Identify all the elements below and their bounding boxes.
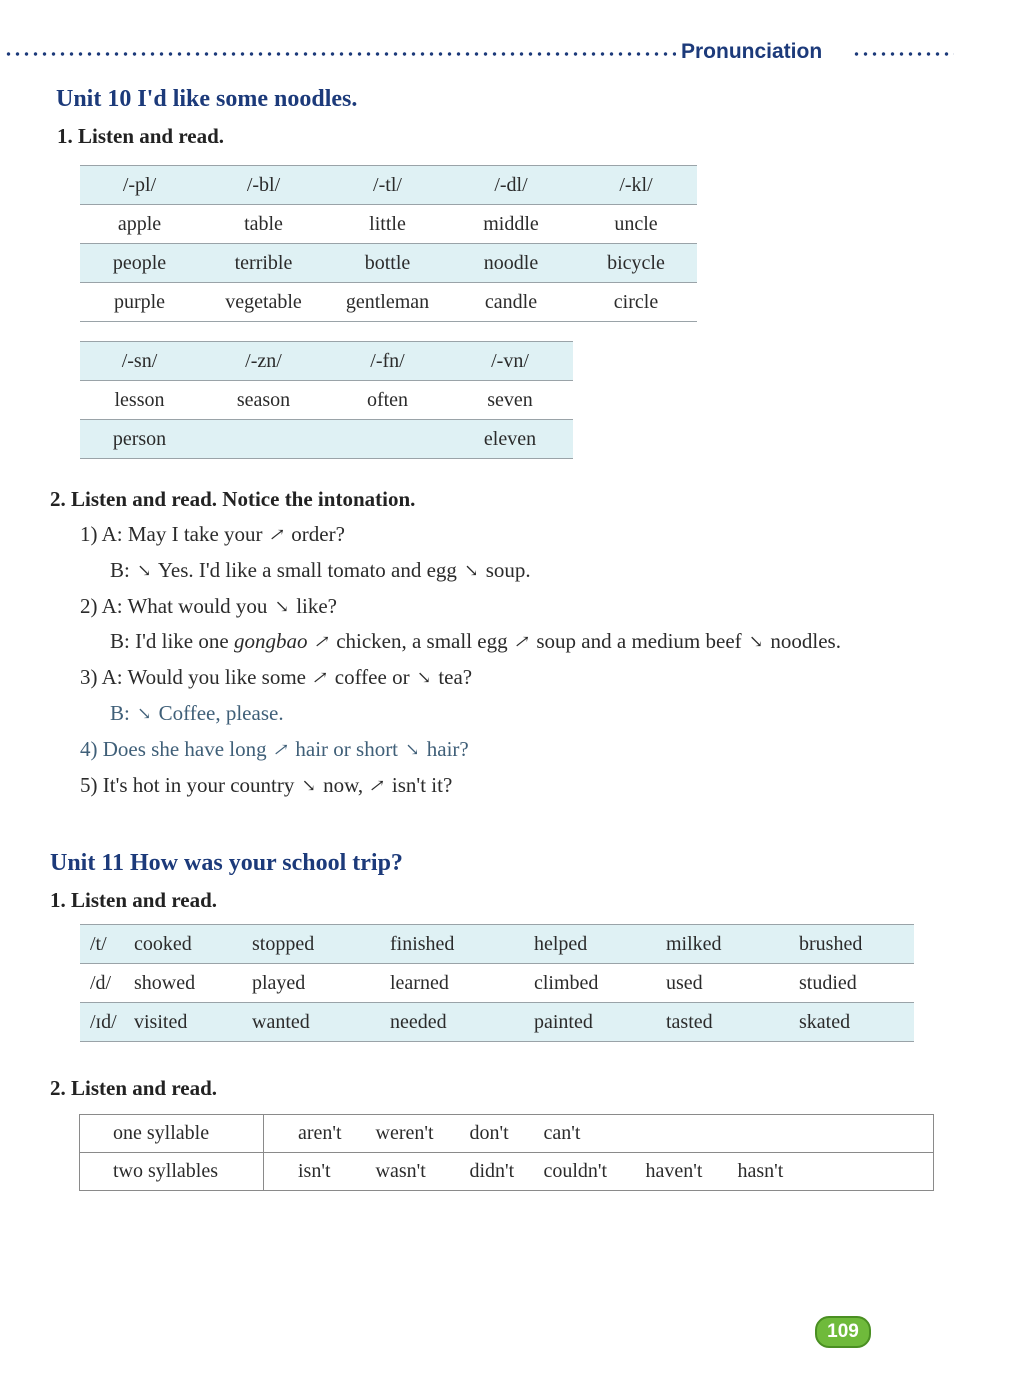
dialogue-text: 2) A: What would you: [80, 594, 268, 618]
table-cell: [738, 1115, 934, 1153]
table-header-cell: /-bl/: [199, 166, 328, 205]
table-header-cell: /-pl/: [80, 166, 199, 205]
table-row: [80, 244, 697, 283]
dialogue-text: coffee or: [334, 665, 410, 689]
table-cell: purple: [113, 290, 166, 313]
dialogue-line-8: [80, 773, 452, 798]
falling-intonation-icon: ↘: [274, 597, 289, 616]
table-cell: little: [369, 212, 406, 235]
table-header-cell: /-tl/: [328, 166, 447, 205]
unit11-title: Unit 11 How was your school trip?: [50, 850, 403, 876]
dialogue-italic-text: gongbao: [233, 629, 308, 653]
rising-intonation-icon: ↗: [312, 632, 332, 651]
falling-intonation-icon: ↘: [137, 561, 152, 580]
table-row: [80, 205, 697, 244]
table-cell: stopped: [252, 925, 390, 964]
dialogue-text: isn't it?: [391, 773, 453, 797]
unit10-table1: [80, 165, 697, 322]
table-cell: milked: [666, 925, 799, 964]
page-number-badge: 109: [815, 1316, 871, 1348]
table-cell: noodle: [447, 244, 575, 283]
table-cell: can't: [543, 1122, 581, 1144]
rising-intonation-icon: ↗: [267, 525, 287, 544]
table-header-cell: /-sn/: [80, 342, 199, 381]
dialogue-line-5: [80, 665, 472, 690]
table-cell: weren't: [375, 1122, 434, 1144]
phoneme-label: /ɪd/: [80, 1003, 134, 1042]
table-cell: gentleman: [345, 290, 430, 313]
dialogue-text: like?: [296, 594, 337, 618]
syllable-label: two syllables: [80, 1153, 264, 1191]
table-header-row: [80, 342, 573, 381]
dialogue-text: soup.: [485, 558, 531, 582]
table-cell: person: [80, 420, 199, 459]
falling-intonation-icon: ↘: [416, 668, 432, 687]
table-cell: apple: [117, 212, 162, 235]
table-cell: [199, 420, 328, 459]
table-cell: don't: [469, 1122, 509, 1144]
table-cell: [328, 420, 447, 459]
table-row: [80, 283, 697, 322]
dialogue-line-6: [110, 701, 284, 726]
dialogue-line-7: [80, 737, 469, 762]
table-cell: wasn't: [376, 1153, 470, 1191]
table-cell: terrible: [199, 244, 328, 283]
falling-intonation-icon: ↘: [405, 740, 420, 759]
table-cell: uncle: [614, 212, 658, 235]
table-cell: people: [80, 244, 199, 283]
table-cell: couldn't: [544, 1153, 646, 1191]
unit11-table: [80, 924, 914, 1042]
table-cell: used: [666, 971, 703, 994]
table-cell: learned: [390, 971, 449, 994]
unit10-section1-heading: 1. Listen and read.: [57, 124, 225, 148]
table-cell: finished: [390, 925, 534, 964]
table-cell: skated: [799, 1003, 914, 1042]
table-row: [80, 964, 914, 1003]
table-row: [80, 1115, 934, 1153]
table-header-cell: /-zn/: [199, 342, 328, 381]
table-row: [80, 1153, 934, 1191]
dialogue-text: Yes. I'd like a small tomato and egg: [157, 558, 457, 582]
table-header-cell: /-kl/: [575, 166, 697, 205]
dialogue-text: B:: [110, 701, 130, 725]
table-cell: aren't: [298, 1122, 342, 1144]
table-header-cell: /-dl/: [447, 166, 575, 205]
falling-intonation-icon: ↘: [748, 632, 764, 651]
table-row: [80, 925, 914, 964]
unit10-section2-heading: 2. Listen and read. Notice the intonation.: [50, 487, 416, 511]
table-cell: often: [366, 388, 409, 411]
rising-intonation-icon: ↗: [271, 740, 291, 759]
table-cell: helped: [534, 925, 666, 964]
table-cell: table: [244, 212, 283, 235]
dialogue-text: chicken, a small egg: [336, 629, 508, 653]
header-dots-left: [4, 51, 676, 57]
dialogue-text: now,: [323, 773, 364, 797]
table-cell: seven: [487, 388, 533, 411]
table-header-cell: /-vn/: [447, 342, 573, 381]
table-cell: hasn't: [738, 1153, 934, 1191]
table-cell: isn't: [264, 1153, 376, 1191]
table-cell: bicycle: [575, 244, 697, 283]
phoneme-label: /d/: [90, 971, 112, 994]
falling-intonation-icon: ↘: [137, 704, 152, 723]
dialogue-text: 4) Does she have long: [80, 737, 267, 761]
running-header: Pronunciation: [681, 40, 823, 63]
table-cell: haven't: [646, 1153, 738, 1191]
table-row: [80, 1003, 914, 1042]
dialogue-text: noodles.: [770, 629, 841, 653]
table-cell: season: [236, 388, 291, 411]
table-cell: middle: [483, 212, 539, 235]
table-header-row: [80, 166, 697, 205]
dialogue-text: soup and a medium beef: [536, 629, 742, 653]
dialogue-line-2: [110, 558, 531, 583]
table-row: [80, 381, 573, 420]
table-cell: [646, 1115, 738, 1153]
syllables-table: [79, 1114, 934, 1191]
table-cell: bottle: [328, 244, 447, 283]
falling-intonation-icon: ↘: [301, 776, 316, 795]
table-cell: eleven: [447, 420, 573, 459]
dialogue-line-4: [110, 629, 841, 654]
unit10-title: Unit 10 I'd like some noodles.: [56, 86, 358, 112]
dialogue-text: 3) A: Would you like some: [80, 665, 306, 689]
dialogue-text: B: I'd like one: [110, 629, 229, 653]
unit10-table2: [80, 341, 573, 459]
dialogue-line-3: [80, 594, 337, 619]
syllable-label: one syllable: [80, 1115, 264, 1153]
table-cell: showed: [134, 971, 196, 994]
table-cell: played: [252, 971, 306, 994]
dialogue-text: hair?: [426, 737, 469, 761]
rising-intonation-icon: ↗: [310, 668, 331, 687]
rising-intonation-icon: ↗: [367, 776, 388, 795]
table-cell: climbed: [534, 971, 599, 994]
dialogue-text: hair or short: [295, 737, 399, 761]
table-cell: needed: [390, 1003, 534, 1042]
unit11-section1-heading: 1. Listen and read.: [50, 888, 218, 912]
header-dots-right: [852, 51, 954, 57]
falling-intonation-icon: ↘: [464, 561, 479, 580]
dialogue-text: 5) It's hot in your country: [80, 773, 295, 797]
dialogue-text: tea?: [438, 665, 473, 689]
table-cell: vegetable: [225, 290, 302, 313]
dialogue-text: Coffee, please.: [158, 701, 284, 725]
table-row: [80, 420, 573, 459]
table-cell: wanted: [252, 1003, 390, 1042]
rising-intonation-icon: ↗: [512, 632, 532, 651]
table-header-cell: /-fn/: [328, 342, 447, 381]
phoneme-label: /t/: [80, 925, 134, 964]
table-cell: visited: [134, 1003, 252, 1042]
table-cell: didn't: [470, 1153, 544, 1191]
table-cell: brushed: [799, 925, 914, 964]
table-cell: painted: [534, 1003, 666, 1042]
table-cell: candle: [484, 290, 538, 313]
table-cell: cooked: [134, 925, 252, 964]
table-cell: studied: [799, 971, 857, 994]
unit11-section2-heading: 2. Listen and read.: [50, 1076, 218, 1100]
table-cell: lesson: [114, 388, 165, 411]
dialogue-line-1: [80, 522, 345, 547]
table-cell: tasted: [666, 1003, 799, 1042]
dialogue-text: B:: [110, 558, 130, 582]
dialogue-text: 1) A: May I take your: [80, 522, 263, 546]
dialogue-text: order?: [291, 522, 345, 546]
table-cell: circle: [613, 290, 659, 313]
